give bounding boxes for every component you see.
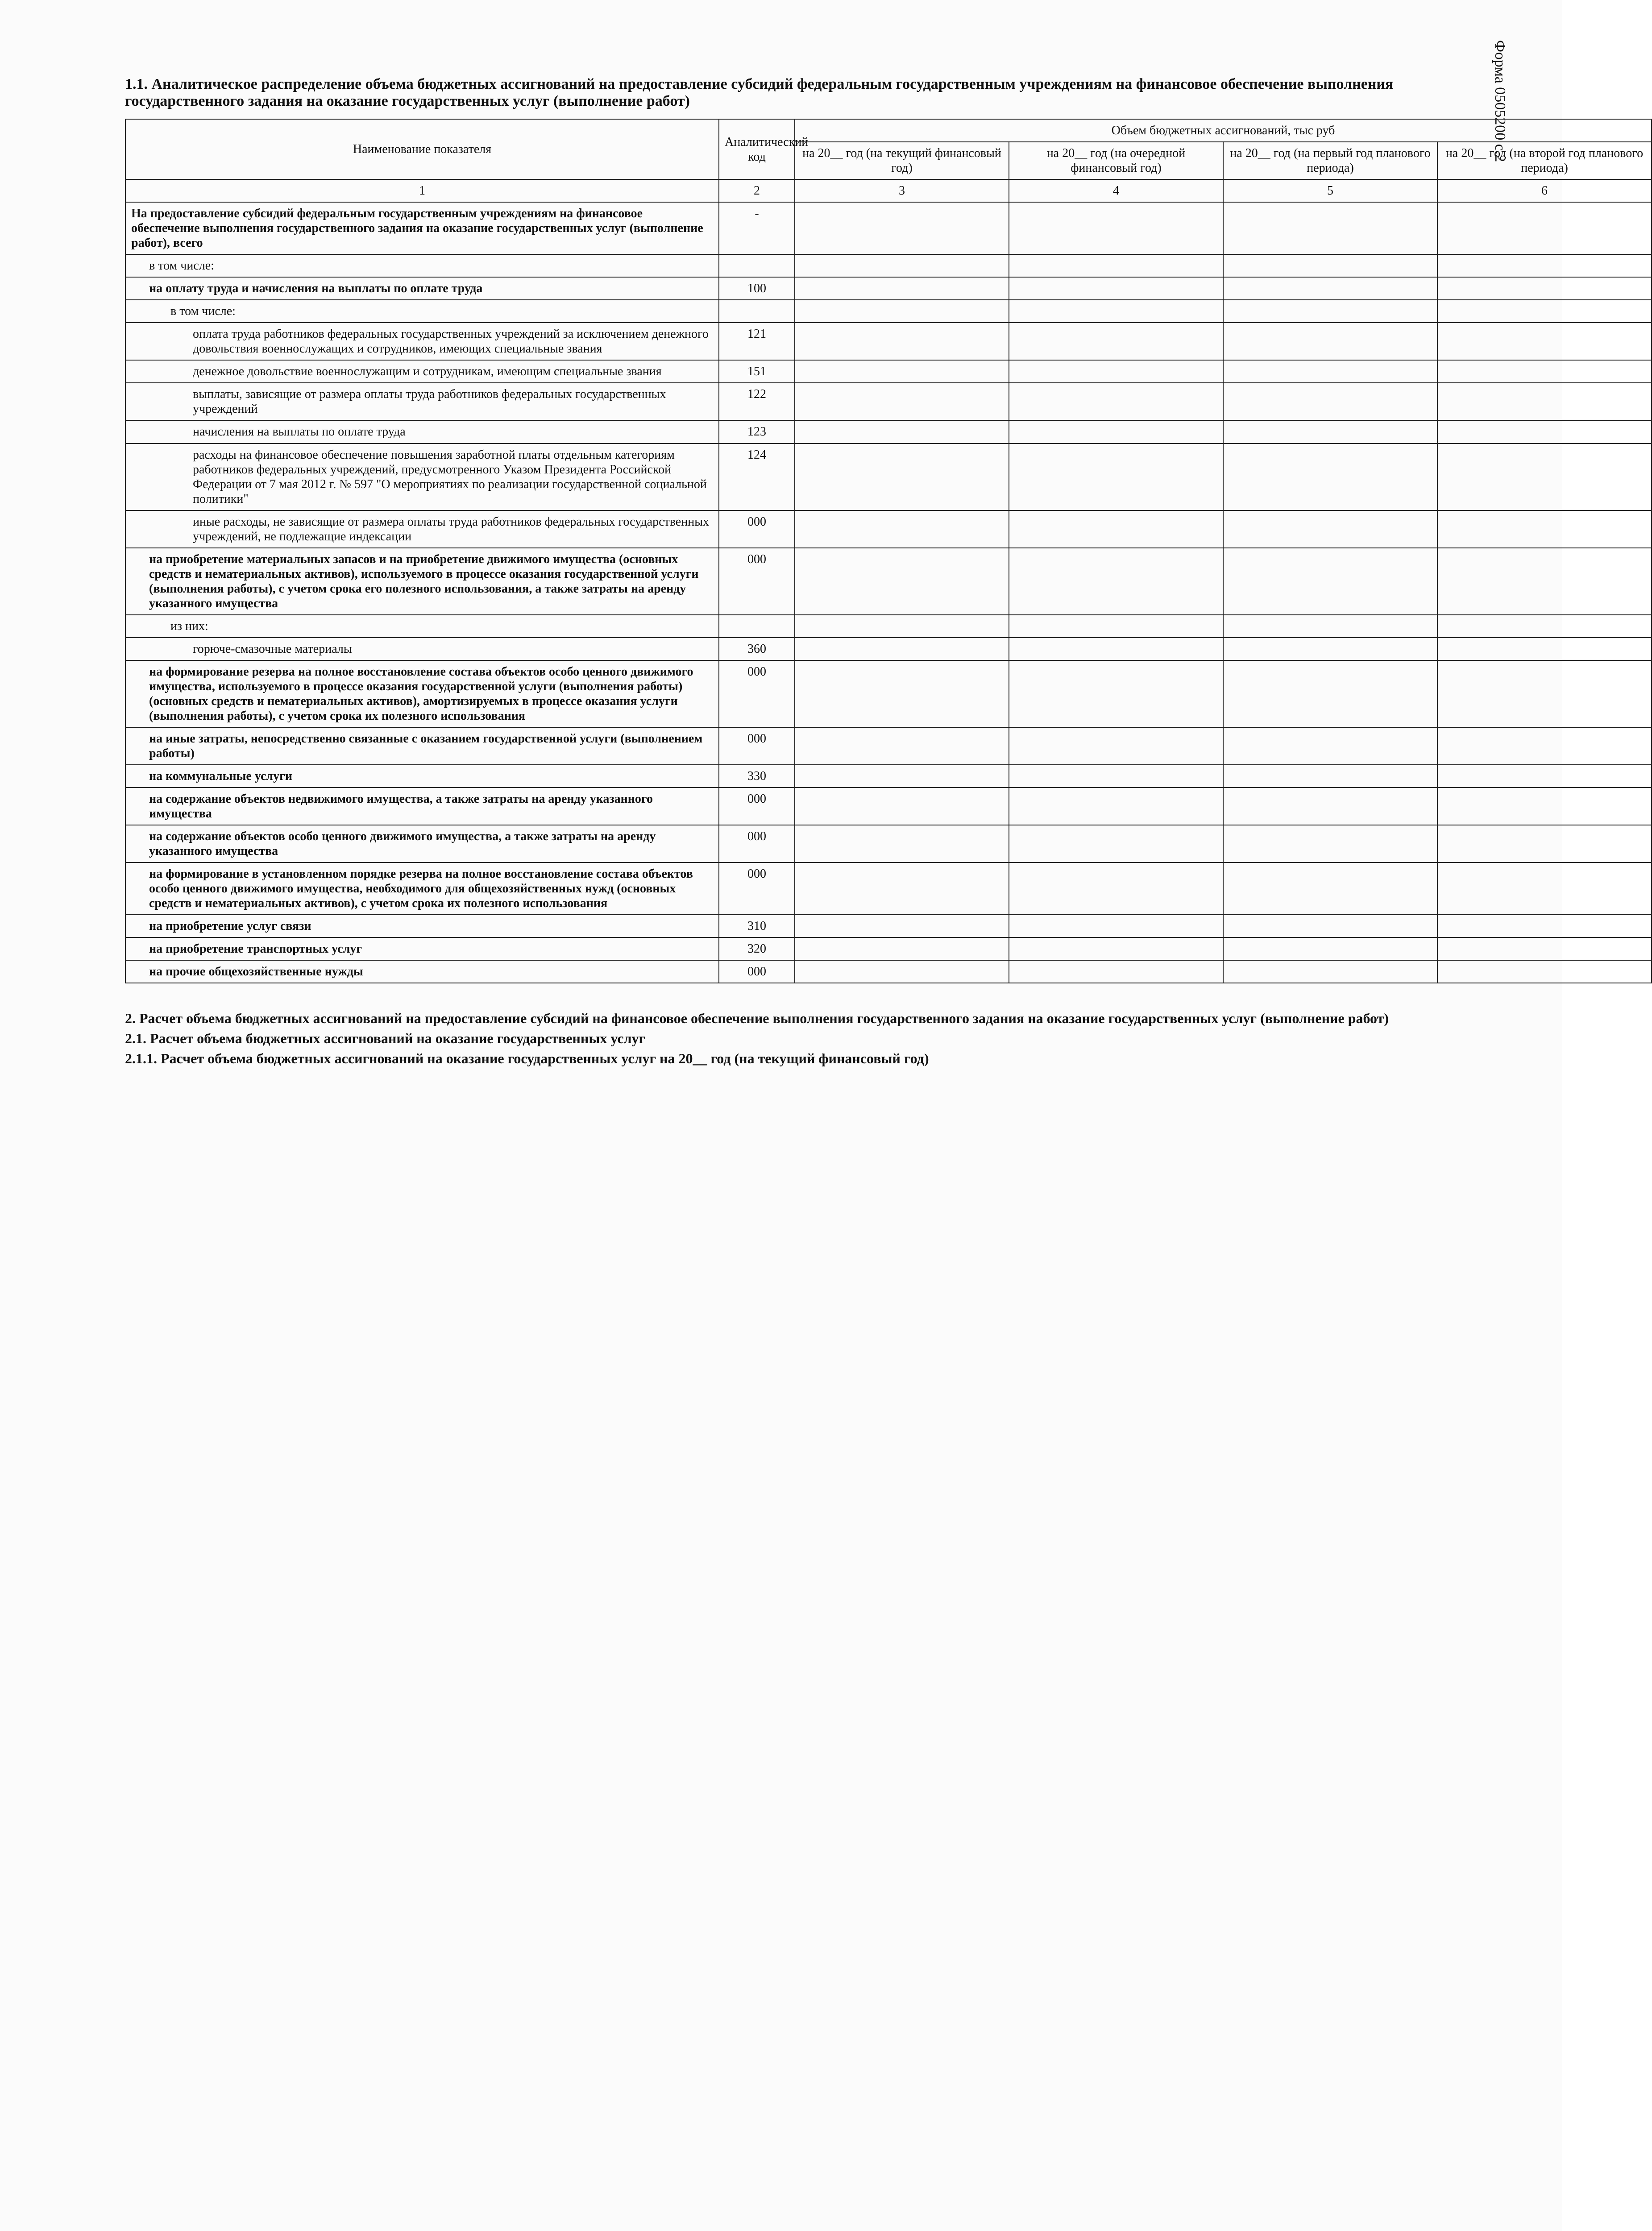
value-cell[interactable] [1223,863,1437,915]
column-number: 2 [719,179,795,202]
section-2-1-1-title: 2.1.1. Расчет объема бюджетных ассигнований на оказание государственных услуг на 20__ год (на текущий финансовый год) [125,1050,929,1067]
value-cell[interactable] [1009,420,1223,443]
value-cell[interactable] [1437,420,1652,443]
value-cell[interactable] [1223,510,1437,548]
row-code [719,615,795,638]
table-row [125,960,1652,983]
value-cell[interactable] [795,915,1009,937]
value-cell[interactable] [1223,765,1437,788]
value-cell[interactable] [1437,383,1652,420]
row-name: на иные затраты, непосредственно связанные с оказанием государственной услуги (выполнением работы) [125,727,719,765]
column-numbers-row [125,179,1652,202]
value-cell[interactable] [795,937,1009,960]
value-cell[interactable] [795,300,1009,323]
value-cell[interactable] [1009,254,1223,277]
value-cell[interactable] [1223,727,1437,765]
value-cell[interactable] [1009,383,1223,420]
value-cell[interactable] [1223,300,1437,323]
value-cell[interactable] [795,548,1009,615]
row-code: 124 [719,444,795,510]
row-code: 310 [719,915,795,937]
table-row [125,863,1652,915]
value-cell[interactable] [1437,765,1652,788]
header-code: Аналитический код [719,119,795,179]
table-row [125,788,1652,825]
header-volume: Объем бюджетных ассигнований, тыс руб [795,119,1652,142]
row-code: - [719,202,795,254]
table-row [125,383,1652,420]
value-cell[interactable] [795,615,1009,638]
value-cell[interactable] [795,254,1009,277]
table-row [125,660,1652,727]
row-name: горюче-смазочные материалы [125,638,719,660]
row-name: денежное довольствие военнослужащим и сотрудникам, имеющим специальные звания [125,360,719,383]
value-cell[interactable] [1437,510,1652,548]
value-cell[interactable] [1009,788,1223,825]
value-cell[interactable] [1437,660,1652,727]
value-cell[interactable] [1437,960,1652,983]
row-name: выплаты, зависящие от размера оплаты труда работников федеральных государственных учреждений [125,383,719,420]
row-code: 000 [719,660,795,727]
row-name: оплата труда работников федеральных государственных учреждений за исключением денежного довольствия военнослужащих и сотрудников, имеющих специальные звания [125,323,719,360]
value-cell[interactable] [1009,765,1223,788]
value-cell[interactable] [1437,300,1652,323]
row-name: на прочие общехозяйственные нужды [125,960,719,983]
value-cell[interactable] [1009,360,1223,383]
row-name: на приобретение услуг связи [125,915,719,937]
value-cell[interactable] [1437,863,1652,915]
row-name: расходы на финансовое обеспечение повышения заработной платы отдельным категориям работников федеральных учреждений, предусмотренного Указом Президента Российской Федерации от 7 мая 2012 г. № 597 "О мероприятиях по реализации государственной социальной политики" [125,444,719,510]
header-name: Наименование показателя [125,119,719,179]
table-row [125,615,1652,638]
table-row [125,277,1652,300]
value-cell[interactable] [1437,615,1652,638]
value-cell[interactable] [1223,937,1437,960]
header-year-next: на 20__ год (на очередной финансовый год) [1009,142,1223,179]
value-cell[interactable] [795,863,1009,915]
value-cell[interactable] [1009,510,1223,548]
row-code: 000 [719,863,795,915]
value-cell[interactable] [1223,323,1437,360]
column-number: 3 [795,179,1009,202]
value-cell[interactable] [1009,660,1223,727]
row-name: на оплату труда и начисления на выплаты по оплате труда [125,277,719,300]
row-code: 000 [719,788,795,825]
allocation-table-body [125,202,1652,983]
section-2-block [125,1010,1441,1067]
row-name: на формирование в установленном порядке резерва на полное восстановление состава объектов особо ценного движимого имущества, необходимого для общехозяйственных нужд (основных средств и нематериальных активов), с учетом срока их полезного использования [125,863,719,915]
table-row [125,323,1652,360]
row-code: 330 [719,765,795,788]
value-cell[interactable] [1223,254,1437,277]
section-1-1-title: 1.1. Аналитическое распределение объема бюджетных ассигнований на предоставление субсидий федеральным государственным учреждениям на финансовое обеспечение выполнения государственного задания на оказание государственных услуг (выполнение работ) [125,76,1394,109]
row-code: 000 [719,510,795,548]
column-number: 5 [1223,179,1437,202]
section-2-1-title: 2.1. Расчет объема бюджетных ассигнований на оказание государственных услуг [125,1030,646,1047]
value-cell[interactable] [1223,202,1437,254]
section-2-title: 2. Расчет объема бюджетных ассигнований на предоставление субсидий на финансовое обеспечение выполнения государственного задания на оказание государственных услуг (выполнение работ) [125,1010,1389,1027]
table-row [125,915,1652,937]
value-cell[interactable] [1009,825,1223,863]
row-code [719,254,795,277]
value-cell[interactable] [1437,638,1652,660]
value-cell[interactable] [1009,548,1223,615]
row-name: на приобретение транспортных услуг [125,937,719,960]
value-cell[interactable] [1437,937,1652,960]
value-cell[interactable] [795,638,1009,660]
value-cell[interactable] [1223,960,1437,983]
row-code: 000 [719,960,795,983]
table-row [125,638,1652,660]
row-code: 151 [719,360,795,383]
table-row [125,765,1652,788]
value-cell[interactable] [1437,323,1652,360]
header-year-plan1: на 20__ год (на первый год планового периода) [1223,142,1437,179]
row-name: на приобретение материальных запасов и на приобретение движимого имущества (основных средств и нематериальных активов), используемого в процессе оказания государственной услуги (выполнения работы), с учетом срока его полезного использования, а также затраты на аренду указанного имущества [125,548,719,615]
value-cell[interactable] [1223,825,1437,863]
table-row [125,937,1652,960]
value-cell[interactable] [1009,277,1223,300]
value-cell[interactable] [1009,727,1223,765]
value-cell[interactable] [1223,383,1437,420]
table-row [125,727,1652,765]
form-code: Форма 0505200 с.2 [1492,40,1508,162]
value-cell[interactable] [1223,615,1437,638]
row-name: на формирование резерва на полное восстановление состава объектов особо ценного движимого имущества, используемого в процессе оказания государственной услуги (выполнения работы) (основных средств и нематериальных активов), амортизируемых в процессе оказания услуги (выполнения работы), с учетом срока их полезного использования [125,660,719,727]
value-cell[interactable] [1437,915,1652,937]
value-cell[interactable] [1009,300,1223,323]
value-cell[interactable] [795,788,1009,825]
value-cell[interactable] [1009,863,1223,915]
value-cell[interactable] [1009,960,1223,983]
value-cell[interactable] [795,202,1009,254]
value-cell[interactable] [1437,202,1652,254]
value-cell[interactable] [795,277,1009,300]
column-number: 1 [125,179,719,202]
table-row [125,420,1652,443]
row-code: 000 [719,825,795,863]
row-name: иные расходы, не зависящие от размера оплаты труда работников федеральных государственных учреждений, не подлежащие индексации [125,510,719,548]
row-name: на содержание объектов недвижимого имущества, а также затраты на аренду указанного имущества [125,788,719,825]
value-cell[interactable] [795,510,1009,548]
row-name: начисления на выплаты по оплате труда [125,420,719,443]
value-cell[interactable] [1437,254,1652,277]
value-cell[interactable] [795,960,1009,983]
value-cell[interactable] [1223,638,1437,660]
row-code: 100 [719,277,795,300]
value-cell[interactable] [1009,202,1223,254]
value-cell[interactable] [795,323,1009,360]
row-code: 320 [719,937,795,960]
row-name: На предоставление субсидий федеральным государственным учреждениям на финансовое обеспечение выполнения государственного задания на оказание государственных услуг (выполнение работ), всего [125,202,719,254]
value-cell[interactable] [1223,788,1437,825]
value-cell[interactable] [1437,788,1652,825]
value-cell[interactable] [795,727,1009,765]
value-cell[interactable] [795,360,1009,383]
value-cell[interactable] [795,383,1009,420]
value-cell[interactable] [1009,615,1223,638]
value-cell[interactable] [795,825,1009,863]
row-code [719,300,795,323]
value-cell[interactable] [1223,360,1437,383]
value-cell[interactable] [1437,825,1652,863]
table-row [125,825,1652,863]
column-number: 4 [1009,179,1223,202]
value-cell[interactable] [1223,548,1437,615]
allocation-table [125,119,1652,983]
value-cell[interactable] [1009,915,1223,937]
table-row [125,254,1652,277]
value-cell[interactable] [795,660,1009,727]
row-code: 000 [719,548,795,615]
row-name: из них: [125,615,719,638]
column-number: 6 [1437,179,1652,202]
table-row [125,300,1652,323]
value-cell[interactable] [1223,915,1437,937]
value-cell[interactable] [1009,323,1223,360]
value-cell[interactable] [1223,277,1437,300]
row-code: 000 [719,727,795,765]
row-code: 123 [719,420,795,443]
header-year-plan2: на 20__ год (на второй год планового периода) [1437,142,1652,179]
value-cell[interactable] [1009,444,1223,510]
row-code: 360 [719,638,795,660]
table-row [125,510,1652,548]
row-name: в том числе: [125,300,719,323]
row-code: 121 [719,323,795,360]
value-cell[interactable] [1009,937,1223,960]
row-name: в том числе: [125,254,719,277]
value-cell[interactable] [795,765,1009,788]
table-row [125,202,1652,254]
header-year-current: на 20__ год (на текущий финансовый год) [795,142,1009,179]
value-cell[interactable] [1437,444,1652,510]
value-cell[interactable] [795,444,1009,510]
value-cell[interactable] [1223,660,1437,727]
row-name: на коммунальные услуги [125,765,719,788]
table-row [125,548,1652,615]
value-cell[interactable] [1223,420,1437,443]
value-cell[interactable] [1437,727,1652,765]
table-row [125,444,1652,510]
value-cell[interactable] [1437,360,1652,383]
value-cell[interactable] [795,420,1009,443]
row-code: 122 [719,383,795,420]
value-cell[interactable] [1223,444,1437,510]
value-cell[interactable] [1009,638,1223,660]
table-row [125,360,1652,383]
value-cell[interactable] [1437,277,1652,300]
value-cell[interactable] [1437,548,1652,615]
row-name: на содержание объектов особо ценного движимого имущества, а также затраты на аренду указанного имущества [125,825,719,863]
